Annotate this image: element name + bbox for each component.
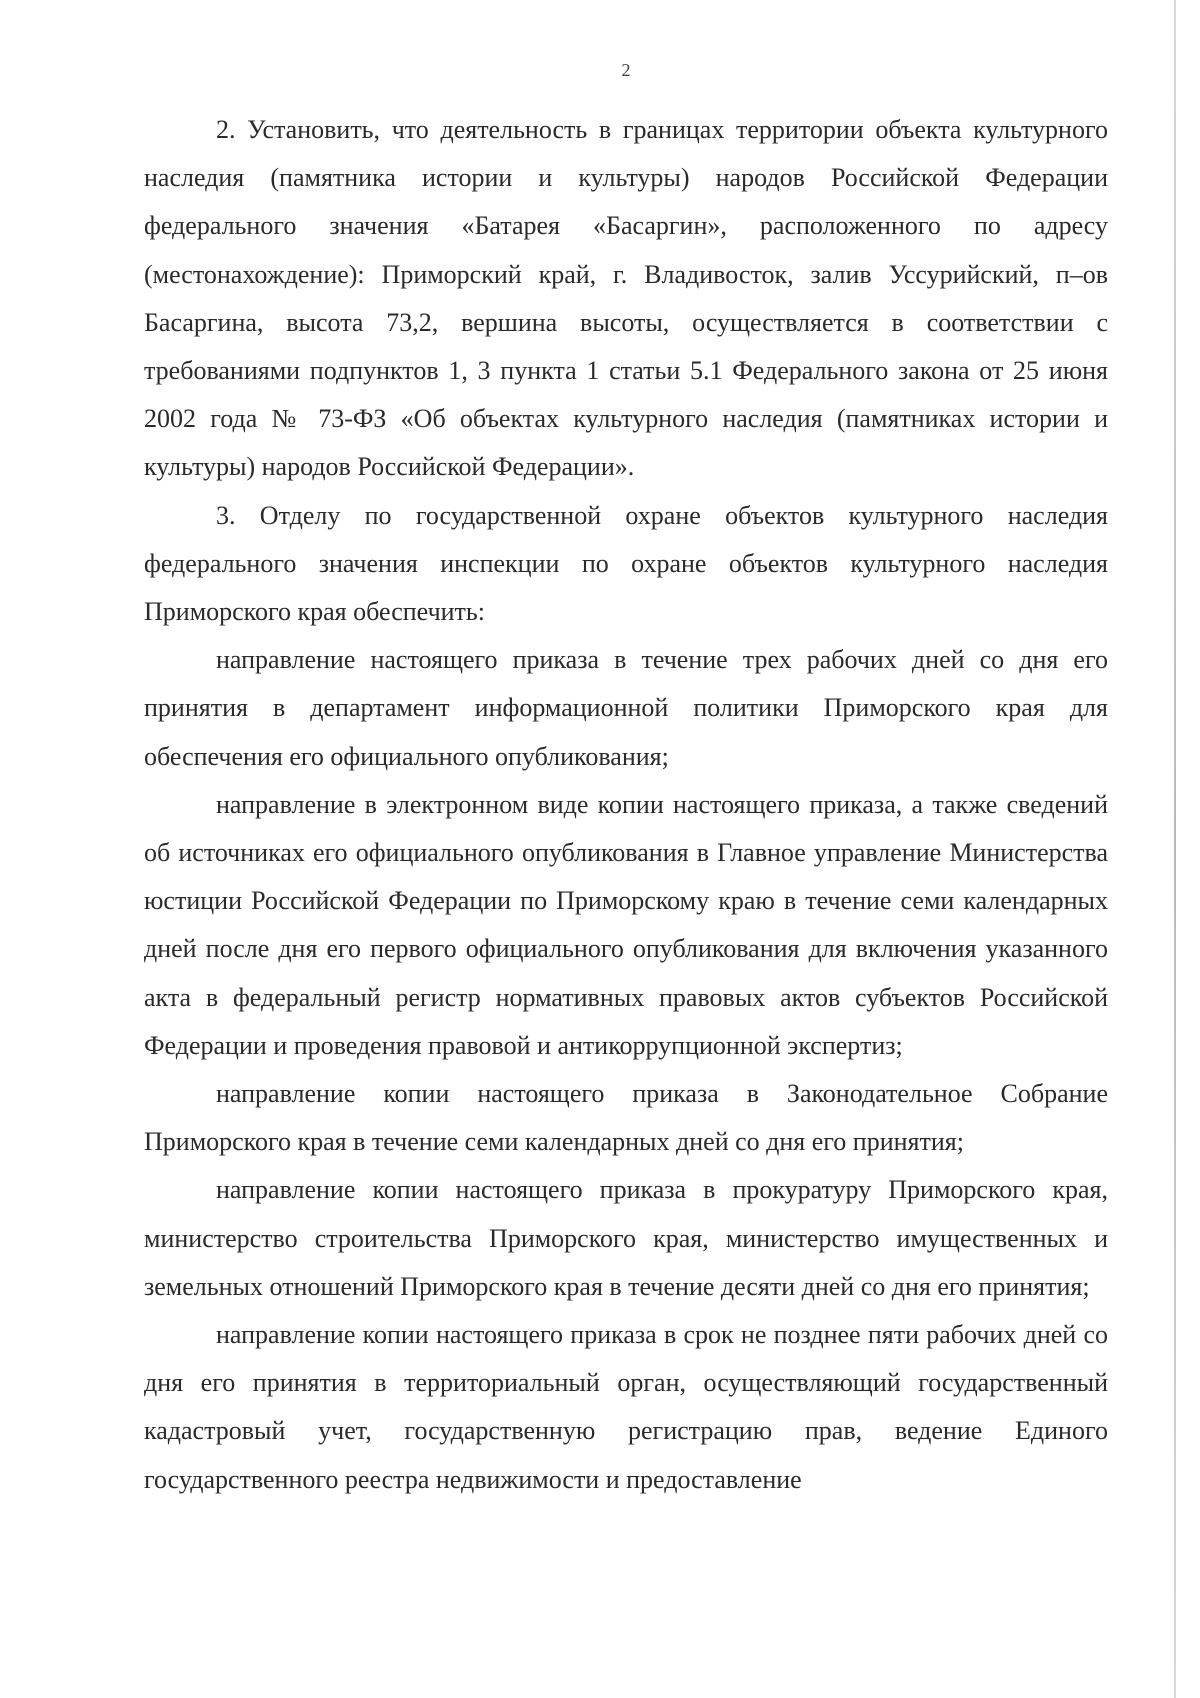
- page-number: 2: [621, 60, 631, 80]
- paragraph-item-2: 2. Установить, что деятельность в границах территории объекта культурного наследия (памятника истории и культуры) народов Российской Федерации федерального значения «Батарея «Басаргин», расположенного по адресу (местонахождение): Приморский край, г. Владивосток, залив Уссурийский, п–ов Басаргина, высота 73,2, вершина высоты, осуществляется в соответствии с требованиями подпунктов 1, 3 пункта 1 статьи 5.1 Федерального закона от 25 июня 2002 года № 73-ФЗ «Об объектах культурного наследия (памятниках истории и культуры) народов Российской Федерации».: [144, 115, 1108, 482]
- paragraph-order-to-cadastral-body: направление копии настоящего приказа в срок не позднее пяти рабочих дней со дня его принятия в территориальный орган, осуществляющий государственный кадастровый учет, государственную регистрацию прав, ведение Единого государственного реестра недвижимости и предоставление: [144, 1320, 1108, 1494]
- paragraph-order-to-info-policy: направление настоящего приказа в течение трех рабочих дней со дня его принятия в департамент информационной политики Приморского края для обеспечения его официального опубликования;: [144, 645, 1108, 771]
- scan-edge-line: [1174, 0, 1176, 1698]
- paragraph-order-to-justice-ministry: направление в электронном виде копии настоящего приказа, а также сведений об источниках его официального опубликования в Главное управление Министерства юстиции Российской Федерации по Приморскому краю в течение семи календарных дней после дня его первого официального опубликования для включения указанного акта в федеральный регистр нормативных правовых актов субъектов Российской Федерации и проведения правовой и антикоррупционной экспертиз;: [144, 789, 1108, 1060]
- paragraph-order-to-prosecutor-and-ministries: направление копии настоящего приказа в прокуратуру Приморского края, министерство строительства Приморского края, министерство имущественных и земельных отношений Приморского края в течение десяти дней со дня его принятия;: [144, 1175, 1108, 1301]
- paragraph-order-to-legislative-assembly: направление копии настоящего приказа в Законодательное Собрание Приморского края в течение семи календарных дней со дня его принятия;: [144, 1079, 1108, 1157]
- paragraph-item-3: 3. Отделу по государственной охране объектов культурного наследия федерального значения инспекции по охране объектов культурного наследия Приморского края обеспечить:: [144, 500, 1108, 627]
- document-body: [144, 106, 1108, 1504]
